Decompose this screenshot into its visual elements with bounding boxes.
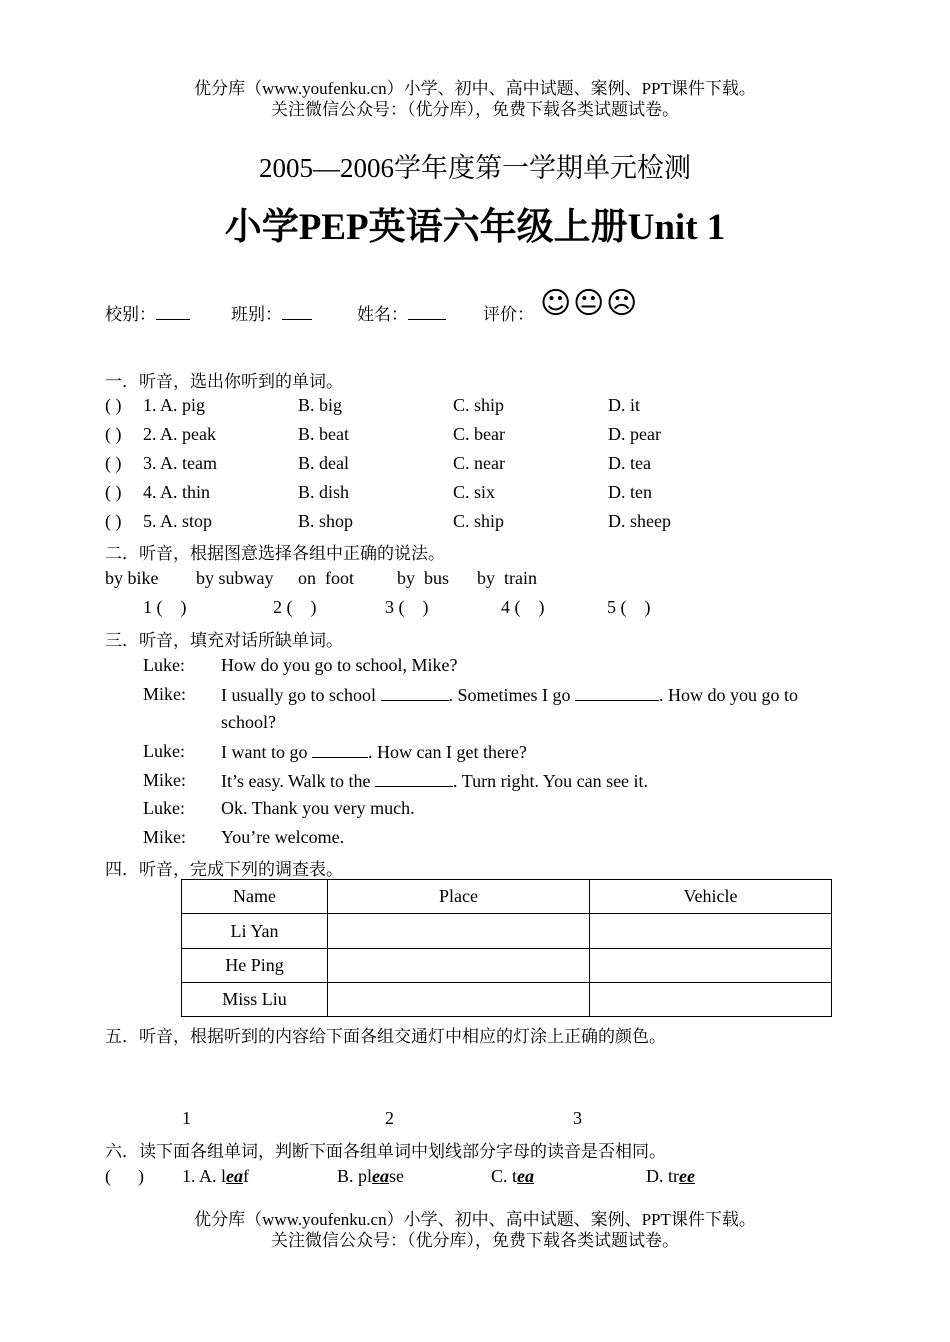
header-vehicle: Vehicle [590,880,832,914]
s2-option-2: by subway [196,568,274,588]
s1-option-a-3: 3. A. team [143,453,217,473]
s3-speaker-5: Luke: [143,798,185,818]
s1-option-c-3: C. near [453,453,505,473]
s3-blank-4[interactable] [375,770,453,787]
s6-option-b [337,1166,404,1187]
s6-c-underlined: ea [517,1166,535,1186]
s3-speaker-4: Mike: [143,770,186,790]
s1-paren-3[interactable]: ( ) [105,453,122,473]
s6-d-prefix: D. tr [646,1166,679,1186]
s1-option-c-5: C. ship [453,511,505,531]
s6-d-underlined: ee [679,1166,695,1186]
s6-a-suffix: f [243,1166,250,1186]
s3-line-4-part-a: It’s easy. Walk to the [221,771,371,791]
s6-a-underlined: ea [226,1166,244,1186]
s2-blank-1[interactable]: 1 ( ) [143,597,187,617]
s6-option-d [646,1166,695,1187]
header-line-1: 优分库（www.youfenku.cn）小学、初中、高中试题、案例、PPT课件下载。 [194,79,756,98]
s5-number-1: 1 [182,1108,191,1128]
neutral-face-icon[interactable]: 😐 [573,286,605,321]
s1-paren-4[interactable]: ( ) [105,482,122,502]
s1-option-d-1: D. it [608,395,641,415]
s2-blank-5[interactable]: 5 ( ) [607,597,651,617]
s3-line-2 [221,684,798,706]
place-cell[interactable] [328,983,590,1017]
s3-speaker-2: Mike: [143,684,186,704]
s3-line-2-cont: school? [221,712,276,732]
s6-paren-1[interactable]: ( ) [105,1166,144,1186]
s1-option-a-5: 5. A. stop [143,511,213,531]
table-row [182,983,832,1017]
table-row [182,914,832,949]
s1-option-d-2: D. pear [608,424,661,444]
row-name: Li Yan [182,914,328,949]
header-name: Name [182,880,328,914]
page-subtitle: 小学PEP英语六年级上册Unit 1 [224,207,726,248]
s3-line-3-part-b: . How can I get there? [367,742,527,762]
s3-line-2-part-c: . How do you go to [659,685,798,705]
s1-paren-2[interactable]: ( ) [105,424,122,444]
vehicle-cell[interactable] [590,914,832,949]
s3-speaker-3: Luke: [143,741,185,761]
table-header-row [182,880,832,914]
s1-option-b-4: B. dish [298,482,350,502]
table-row [182,949,832,983]
s1-option-b-2: B. beat [298,424,349,444]
name-field [357,300,446,325]
s6-b-prefix: B. pl [337,1166,373,1186]
section3-title: 三．听音，填充对话所缺单词。 [105,631,343,651]
section1-title: 一．听音，选出你听到的单词。 [105,372,343,392]
s1-option-c-2: C. bear [453,424,505,444]
s6-b-suffix: se [389,1166,405,1186]
s3-line-1: How do you go to school, Mike? [221,655,458,675]
s1-paren-5[interactable]: ( ) [105,511,122,531]
school-field [105,300,190,325]
s2-option-1: by bike [105,568,159,588]
s3-line-5: Ok. Thank you very much. [221,798,415,818]
class-field [231,300,312,325]
survey-table [181,879,832,1017]
s5-number-3: 3 [573,1108,582,1128]
s1-option-d-4: D. ten [608,482,652,502]
s3-line-3-part-a: I want to go [221,742,308,762]
s3-speaker-6: Mike: [143,827,186,847]
page-title: 2005—2006学年度第一学期单元检测 [259,153,691,183]
header-place: Place [328,880,590,914]
s1-option-d-5: D. sheep [608,511,671,531]
section4-title: 四．听音，完成下列的调查表。 [105,860,343,880]
s6-c-prefix: C. t [491,1166,518,1186]
s6-option-a [182,1166,249,1187]
header-line-2: 关注微信公众号：（优分库），免费下载各类试题试卷。 [271,100,679,119]
s3-line-3 [221,741,527,763]
s3-line-2-part-a: I usually go to school [221,685,376,705]
place-cell[interactable] [328,949,590,983]
school-blank[interactable] [156,303,190,320]
place-cell[interactable] [328,914,590,949]
s3-blank-2[interactable] [575,684,659,701]
s6-b-underlined: ea [372,1166,390,1186]
s2-option-5: by train [477,568,537,588]
s2-blank-2[interactable]: 2 ( ) [273,597,317,617]
s1-paren-1[interactable]: ( ) [105,395,122,415]
vehicle-cell[interactable] [590,983,832,1017]
school-label: 校别： [105,305,156,325]
s3-speaker-1: Luke: [143,655,185,675]
class-label: 班别： [231,305,282,325]
s2-blank-3[interactable]: 3 ( ) [385,597,429,617]
rating-label: 评价： [483,305,534,325]
class-blank[interactable] [282,303,312,320]
name-blank[interactable] [408,303,446,320]
s1-option-c-1: C. ship [453,395,505,415]
s1-option-c-4: C. six [453,482,496,502]
s6-a-prefix: 1. A. l [182,1166,227,1186]
s1-option-b-3: B. deal [298,453,349,473]
s1-option-a-1: 1. A. pig [143,395,206,415]
section6-title: 六．读下面各组单词，判断下面各组单词中划线部分字母的读音是否相同。 [105,1142,666,1162]
s3-blank-3[interactable] [312,741,368,758]
s3-line-4-part-b: . Turn right. You can see it. [453,771,649,791]
section5-title: 五．听音，根据听到的内容给下面各组交通灯中相应的灯涂上正确的颜色。 [105,1027,666,1047]
s2-option-3: on foot [298,568,354,588]
vehicle-cell[interactable] [590,949,832,983]
s3-line-6: You’re welcome. [221,827,345,847]
s3-line-2-part-b: . Sometimes I go [448,685,571,705]
s2-blank-4[interactable]: 4 ( ) [501,597,545,617]
s1-option-a-4: 4. A. thin [143,482,211,502]
s5-number-2: 2 [385,1108,394,1128]
row-name: He Ping [182,949,328,983]
s3-line-4 [221,770,648,792]
s1-option-a-2: 2. A. peak [143,424,216,444]
s1-option-b-1: B. big [298,395,343,415]
name-label: 姓名： [357,305,408,325]
s3-blank-1[interactable] [381,684,449,701]
s1-option-d-3: D. tea [608,453,651,473]
smile-face-icon[interactable]: ☺ [540,286,572,321]
footer-line-1: 优分库（www.youfenku.cn）小学、初中、高中试题、案例、PPT课件下载。 [194,1210,756,1229]
footer-line-2: 关注微信公众号：（优分库），免费下载各类试题试卷。 [271,1231,679,1250]
row-name: Miss Liu [182,983,328,1017]
s6-option-c [491,1166,534,1187]
sad-face-icon[interactable]: ☹ [606,286,638,321]
s2-option-4: by bus [397,568,450,588]
s1-option-b-5: B. shop [298,511,354,531]
section2-title: 二．听音，根据图意选择各组中正确的说法。 [105,544,445,564]
